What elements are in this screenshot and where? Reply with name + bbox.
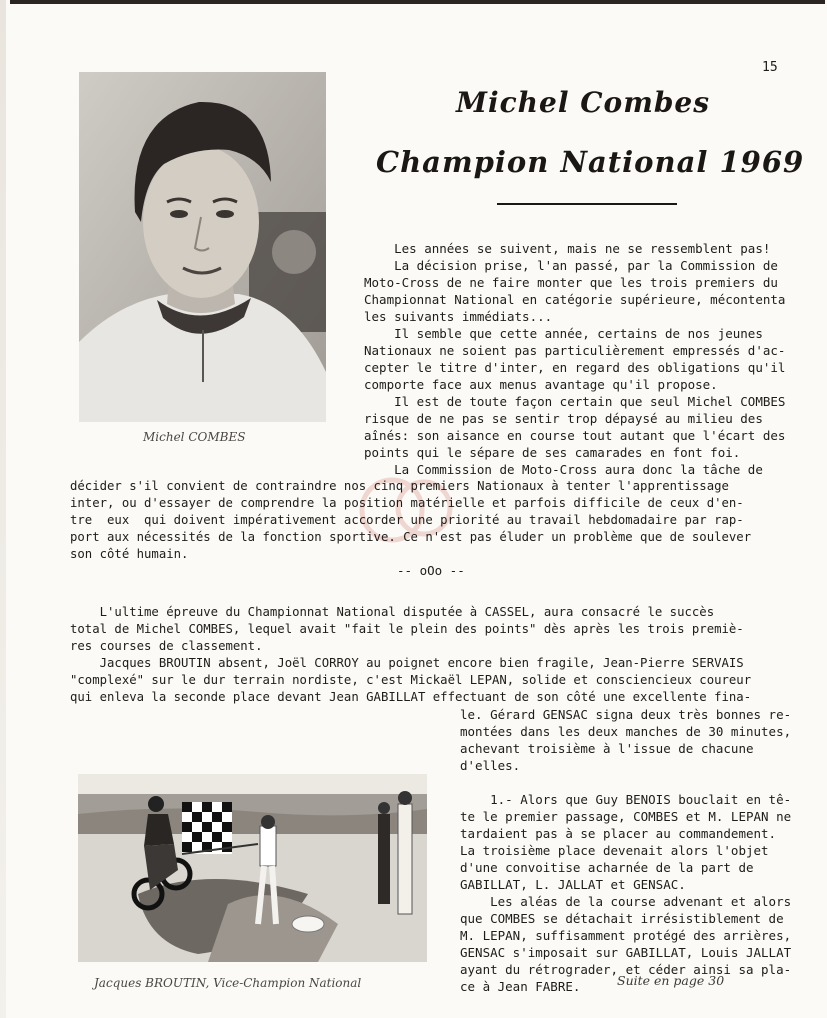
report-line: res courses de classement. [70, 639, 263, 653]
intro-line: Championnat National en catégorie supérieure, mécontenta [364, 292, 786, 307]
intro-line: les suivants immédiats... [364, 309, 553, 324]
intro-line: Il semble que cette année, certains de nos jeunes [364, 326, 763, 341]
report-right-line: GENSAC s'imposait sur GABILLAT, Louis JALLAT [460, 945, 792, 960]
continued-note: Suite en page 30 [617, 973, 725, 988]
report-right-line: ce à Jean FABRE. [460, 979, 581, 994]
report-right-line: Les aléas de la course advenant et alors [460, 894, 792, 909]
portrait-photo [79, 72, 326, 422]
page-number: 15 [762, 60, 778, 75]
report-right-line: ayant du rétrograder, et céder ainsi sa pla- [460, 962, 792, 977]
intro-line: La Commission de Moto-Cross aura donc la tâche de [364, 462, 763, 477]
report-right-line: te le premier passage, COMBES et M. LEPAN ne [460, 809, 792, 824]
intro-full-line: inter, ou d'essayer de comprendre la position matérielle et parfois difficile de ceux d'en- [70, 496, 744, 510]
intro-line: risque de ne pas se sentir trop dépaysé au milieu des [364, 411, 763, 426]
intro-full-line: décider s'il convient de contraindre nos cinq premiers Nationaux à tenter l'apprentissage [70, 479, 729, 493]
section-separator: -- oOo -- [397, 563, 465, 578]
intro-line: Moto-Cross de ne faire monter que les trois premiers du [364, 275, 778, 290]
report-right-line: GABILLAT, L. JALLAT et GENSAC. [460, 877, 686, 892]
intro-line: comporte face aux menus avantage qu'il propose. [364, 377, 718, 392]
race-caption: Jacques BROUTIN, Vice-Champion National [94, 976, 362, 990]
race-photo [78, 774, 427, 962]
report-line: qui enleva la seconde place devant Jean GABILLAT effectuant de son côté une excellente fina- [70, 690, 752, 704]
intro-full-line: son côté humain. [70, 547, 189, 561]
intro-line: Les années se suivent, mais ne se ressemblent pas! [364, 241, 771, 256]
intro-line: cepter le titre d'inter, en regard des obligations qu'il [364, 360, 786, 375]
report-right-line: montées dans les deux manches de 30 minutes, [460, 724, 792, 739]
intro-line: La décision prise, l'an passé, par la Commission de [364, 258, 778, 273]
page-top-edge [10, 0, 825, 4]
report-right-line: d'elles. [460, 758, 521, 773]
intro-line: aînés: son aisance en course tout autant que l'écart des [364, 428, 786, 443]
report-right-line: le. Gérard GENSAC signa deux très bonnes re- [460, 707, 792, 722]
intro-full-line: tre eux qui doivent impérativement accorder une priorité au travail hebdomadaire par rap- [70, 513, 744, 527]
report-right-line: 1.- Alors que Guy BENOIS bouclait en tê- [460, 792, 792, 807]
report-right-line: que COMBES se détachait irrésistiblement de [460, 911, 784, 926]
report-right-line: d'une convoitise acharnée de la part de [460, 860, 754, 875]
page-subtitle: Champion National 1969 [376, 145, 805, 179]
report-line: Jacques BROUTIN absent, Joël CORROY au poignet encore bien fragile, Jean-Pierre SERVAIS [70, 656, 744, 670]
report-line: "complexé" sur le dur terrain nordiste, c'est Mickaël LEPAN, solide et consciencieux coureur [70, 673, 752, 687]
intro-line: points qui le sépare de ses camarades en font foi. [364, 445, 741, 460]
intro-full-line: port aux nécessités de la fonction sportive. Ce n'est pas éluder un problème que de soulever [70, 530, 752, 544]
intro-line: Il est de toute façon certain que seul Michel COMBES [364, 394, 786, 409]
report-right-line: M. LEPAN, suffisamment protégé des arrières, [460, 928, 792, 943]
report-line: L'ultime épreuve du Championnat National disputée à CASSEL, aura consacré le succès [70, 605, 715, 619]
report-right-line: tardaient pas à se placer au commandement. [460, 826, 777, 841]
report-line: total de Michel COMBES, lequel avait "fait le plein des points" dès après les trois premiè- [70, 622, 744, 636]
portrait-caption: Michel COMBES [143, 430, 246, 444]
intro-line: Nationaux ne soient pas particulièrement empressés d'ac- [364, 343, 786, 358]
report-right-line: La troisième place devenait alors l'objet [460, 843, 769, 858]
page-left-edge [0, 0, 6, 1018]
report-right-line: achevant troisième à l'issue de chacune [460, 741, 754, 756]
title-underline [497, 203, 677, 205]
page-title: Michel Combes [456, 86, 710, 119]
